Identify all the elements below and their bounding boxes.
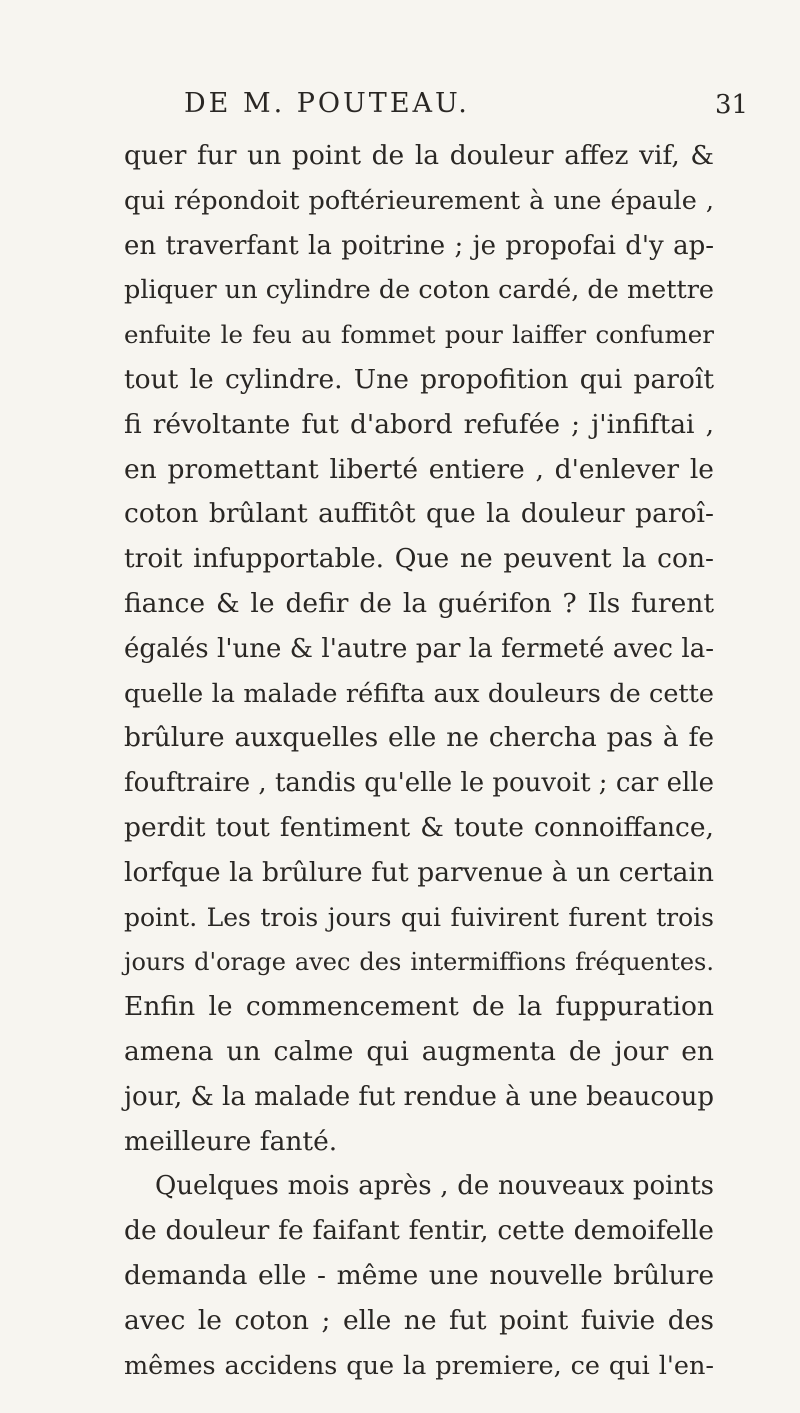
text-line: Enfin le commencement de la fuppuration (124, 991, 714, 1023)
text-line: égalés l'une & l'autre par la fermeté avec la- (124, 633, 714, 664)
text-line: avec le coton ; elle ne fut point fuivie des (124, 1304, 714, 1336)
page-number: 31 (715, 90, 749, 120)
text-line: fouftraire , tandis qu'elle le pouvoit ; car elle (124, 768, 714, 799)
text-line: coton brûlant auffitôt que la douleur paroî- (124, 498, 714, 530)
text-line: mêmes accidens que la premiere, ce qui l'en- (124, 1350, 714, 1381)
text-line: Quelques mois après , de nouveaux points (155, 1171, 714, 1202)
text-line: de douleur fe faifant fentir, cette demoifelle (124, 1215, 714, 1247)
text-line: enfuite le feu au fommet pour laiffer confumer (124, 320, 714, 350)
text-line: en traverfant la poitrine ; je propofai d'y ap- (124, 230, 714, 261)
body-text (124, 134, 714, 1388)
text-line: amena un calme qui augmenta de jour en (124, 1035, 714, 1067)
text-line: troit infupportable. Que ne peuvent la con- (124, 543, 714, 575)
text-line: pliquer un cylindre de coton cardé, de mettre (124, 275, 714, 306)
text-line: brûlure auxquelles elle ne chercha pas à fe (124, 722, 714, 754)
text-line: jour, & la malade fut rendue à une beaucoup (124, 1081, 714, 1112)
text-line: qui répondoit poftérieurement à une épaule , (124, 185, 714, 216)
text-line: lorfque la brûlure fut parvenue à un certain (124, 856, 714, 888)
text-line: meilleure fanté. (124, 1125, 338, 1157)
text-line: fi révoltante fut d'abord refufée ; j'infiftai , (124, 408, 714, 440)
text-line: jours d'orage avec des intermiffions fréquentes. (124, 948, 714, 977)
text-line: en promettant liberté entiere , d'enlever le (124, 453, 714, 485)
running-head: DE M. POUTEAU. (184, 88, 470, 119)
text-line: point. Les trois jours qui fuivirent furent trois (124, 902, 714, 932)
text-line: quer fur un point de la douleur affez vif, & (124, 140, 714, 171)
text-line: tout le cylindre. Une propofition qui paroît (124, 363, 714, 395)
text-line: demanda elle - même une nouvelle brûlure (124, 1259, 714, 1291)
text-line: fiance & le defir de la guérifon ? Ils furent (124, 587, 714, 619)
text-line: quelle la malade réfifta aux douleurs de cette (124, 678, 714, 709)
text-line: perdit tout fentiment & toute connoiffance, (124, 811, 714, 843)
